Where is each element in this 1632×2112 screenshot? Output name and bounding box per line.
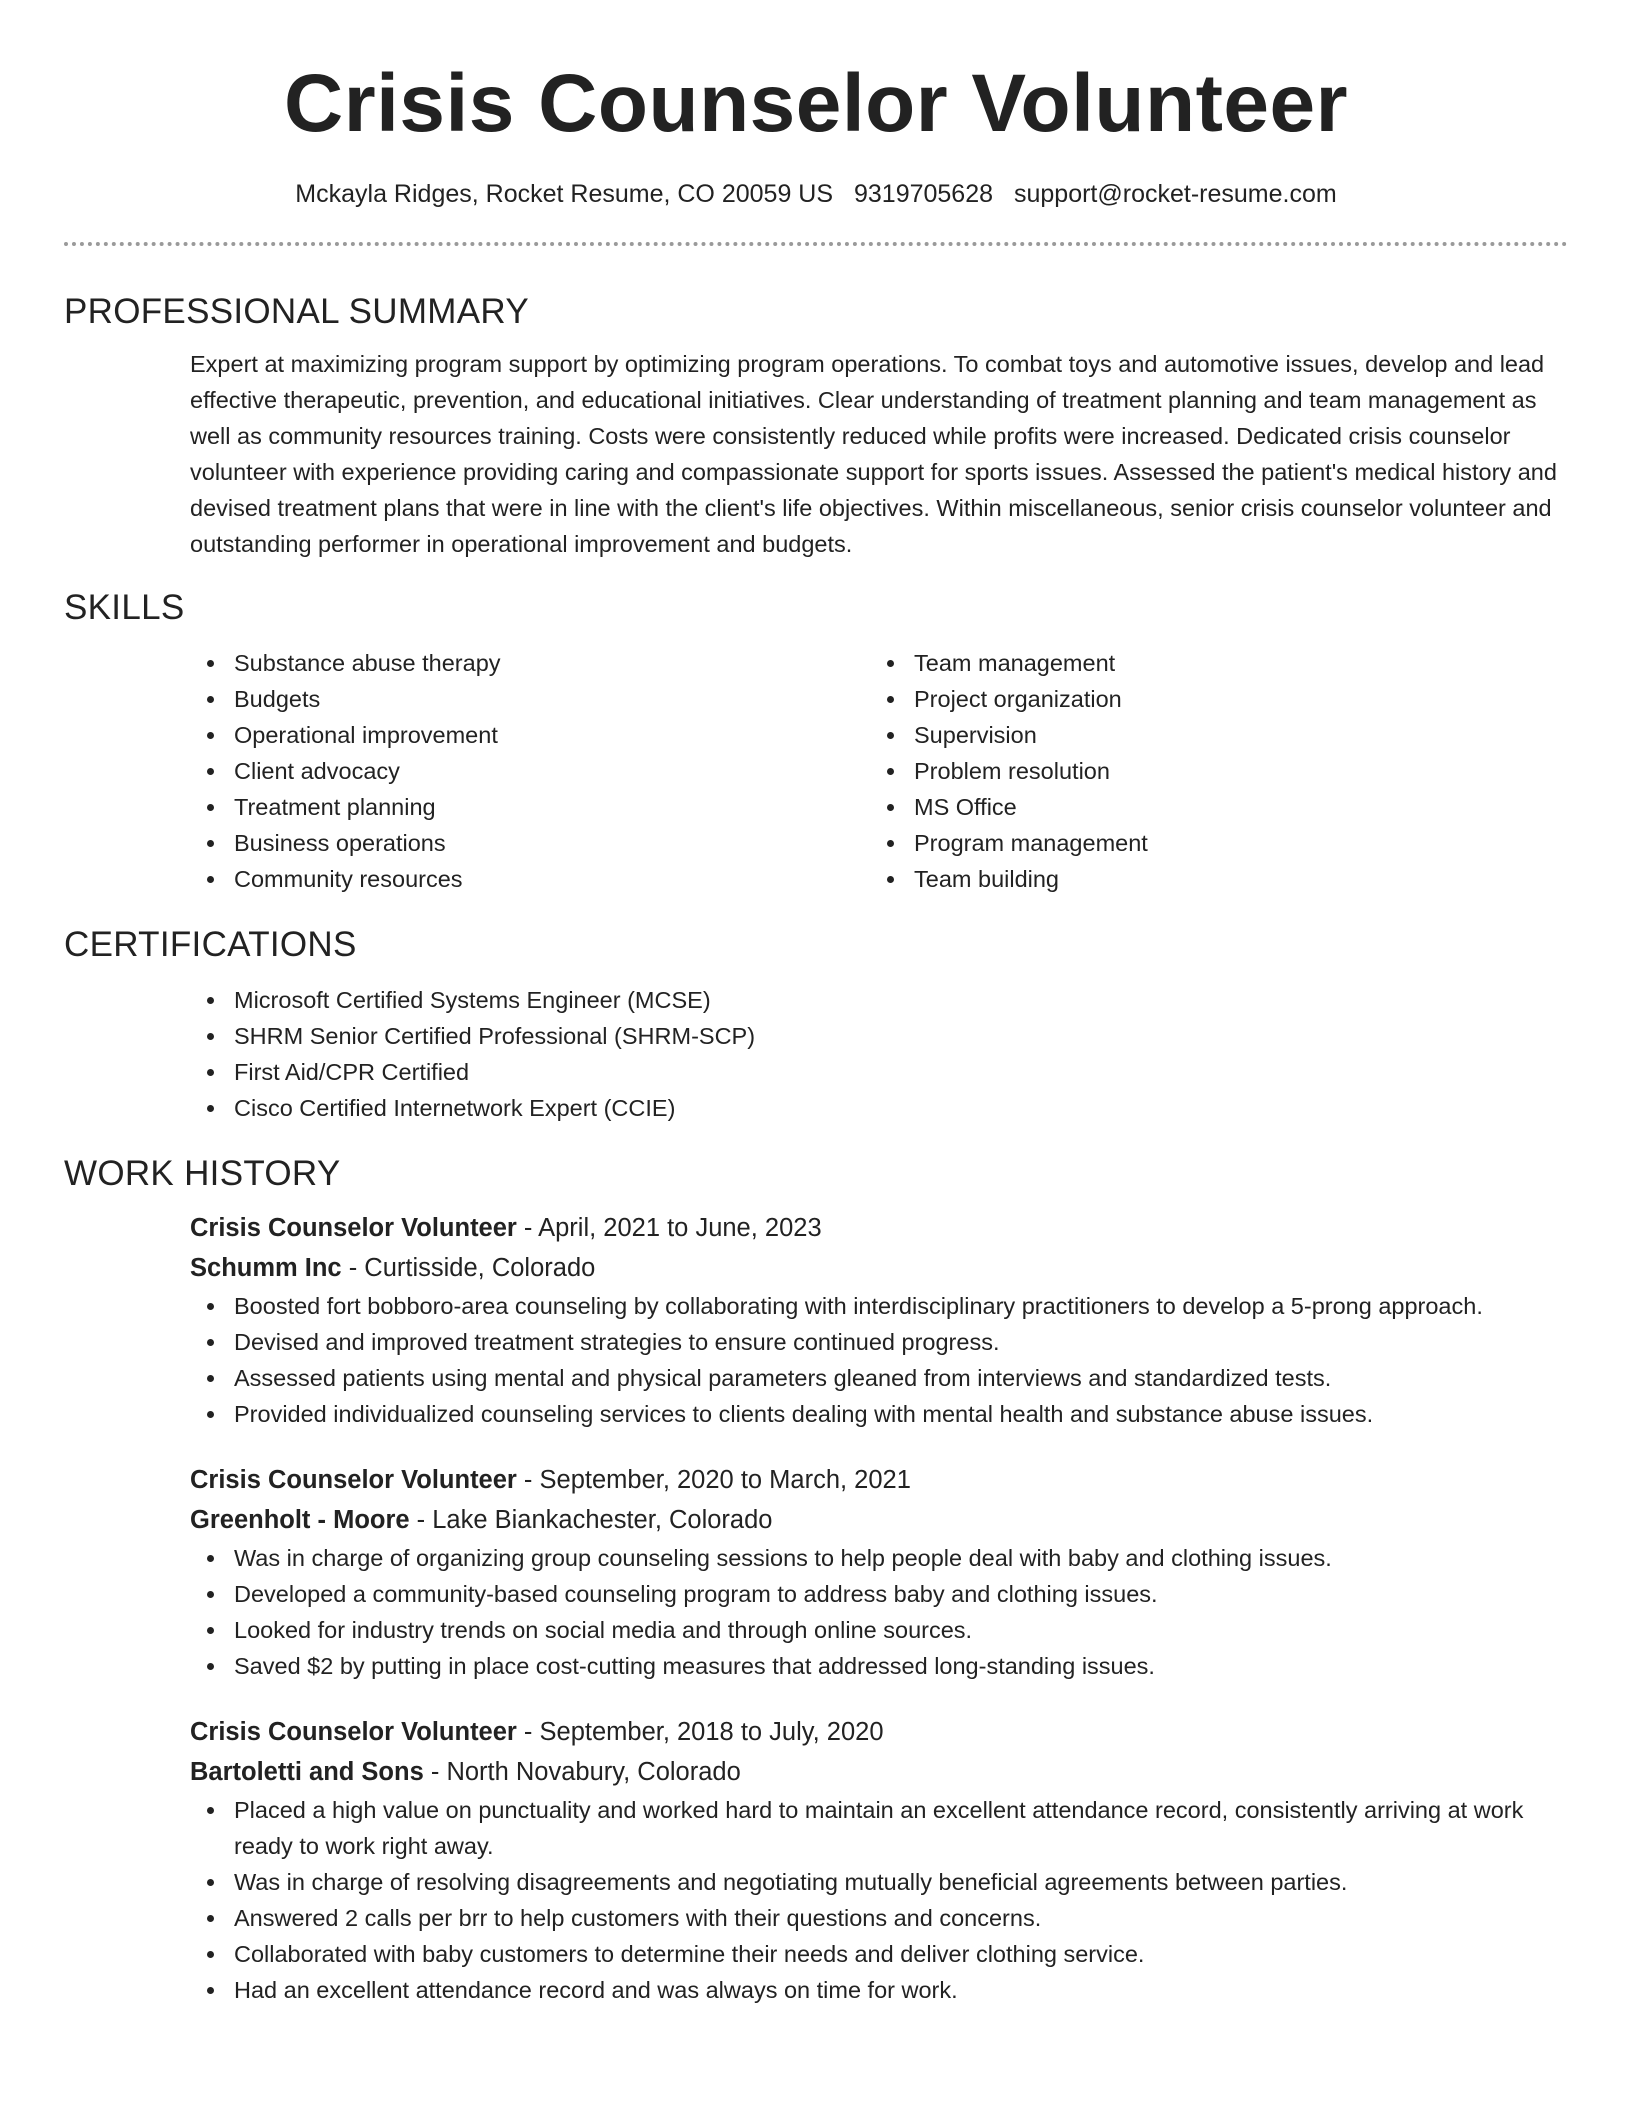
skills-list-left xyxy=(190,645,870,897)
contact-address: Mckayla Ridges, Rocket Resume, CO 20059 US xyxy=(295,180,834,208)
skill-item: Supervision xyxy=(914,717,1550,753)
certification-item: Cisco Certified Internetwork Expert (CCIE) xyxy=(234,1090,1568,1126)
job-bullet: Provided individualized counseling services to clients dealing with mental health and substance abuse issues. xyxy=(234,1396,1568,1432)
skill-item: Operational improvement xyxy=(234,717,870,753)
skill-item: Treatment planning xyxy=(234,789,870,825)
job-title: Crisis Counselor Volunteer xyxy=(190,1214,517,1242)
job-bullets xyxy=(190,1288,1568,1432)
job-bullet: Looked for industry trends on social media and through online sources. xyxy=(234,1612,1568,1648)
job-title: Crisis Counselor Volunteer xyxy=(190,1718,517,1746)
summary-section xyxy=(190,346,1568,562)
skill-item: Team management xyxy=(914,645,1550,681)
job-bullet: Assessed patients using mental and physical parameters gleaned from interviews and standardized tests. xyxy=(234,1360,1568,1396)
skill-item: Business operations xyxy=(234,825,870,861)
contact-phone: 9319705628 xyxy=(853,180,994,208)
job-company: Schumm Inc xyxy=(190,1254,342,1282)
skill-item: Client advocacy xyxy=(234,753,870,789)
resume-title: Crisis Counselor Volunteer xyxy=(283,58,1349,149)
skill-item: Project organization xyxy=(914,681,1550,717)
certification-item: SHRM Senior Certified Professional (SHRM-SCP) xyxy=(234,1018,1568,1054)
job-location: - Lake Biankachester, Colorado xyxy=(409,1506,773,1534)
summary-heading: PROFESSIONAL SUMMARY xyxy=(64,292,529,331)
job-bullet: Devised and improved treatment strategies to ensure continued progress. xyxy=(234,1324,1568,1360)
job-entry xyxy=(190,1712,1568,2008)
job-dates: - April, 2021 to June, 2023 xyxy=(516,1214,822,1242)
resume-page xyxy=(64,0,1568,2008)
skills-heading: SKILLS xyxy=(64,588,185,627)
job-bullet: Developed a community-based counseling program to address baby and clothing issues. xyxy=(234,1576,1568,1612)
job-bullet: Answered 2 calls per brr to help customers with their questions and concerns. xyxy=(234,1900,1568,1936)
certifications-heading: CERTIFICATIONS xyxy=(64,925,357,964)
job-company-line xyxy=(190,1752,1568,1792)
certification-item: Microsoft Certified Systems Engineer (MCSE) xyxy=(234,982,1568,1018)
skill-item: Budgets xyxy=(234,681,870,717)
job-location: - North Novabury, Colorado xyxy=(423,1758,741,1786)
skills-column-left xyxy=(190,645,870,897)
header-divider xyxy=(64,242,1568,246)
job-bullet: Placed a high value on punctuality and worked hard to maintain an excellent attendance record, consistently arriving at work ready to work right away. xyxy=(234,1792,1568,1864)
job-title-line xyxy=(190,1208,1568,1248)
contact-email: support@rocket-resume.com xyxy=(1013,180,1337,208)
certifications-list xyxy=(190,982,1568,1126)
job-company: Bartoletti and Sons xyxy=(190,1758,424,1786)
certifications-section xyxy=(190,982,1568,1126)
skills-list-right xyxy=(870,645,1550,897)
job-dates: - September, 2018 to July, 2020 xyxy=(516,1718,884,1746)
skill-item: Team building xyxy=(914,861,1550,897)
job-title-line xyxy=(190,1712,1568,1752)
certification-item: First Aid/CPR Certified xyxy=(234,1054,1568,1090)
job-company: Greenholt - Moore xyxy=(190,1506,410,1534)
skills-column-right xyxy=(870,645,1550,897)
job-entry xyxy=(190,1460,1568,1684)
job-bullets xyxy=(190,1540,1568,1684)
job-bullet: Collaborated with baby customers to determine their needs and deliver clothing service. xyxy=(234,1936,1568,1972)
skill-item: Substance abuse therapy xyxy=(234,645,870,681)
job-bullet: Was in charge of organizing group counseling sessions to help people deal with baby and clothing issues. xyxy=(234,1540,1568,1576)
job-title: Crisis Counselor Volunteer xyxy=(190,1466,517,1494)
job-bullet: Saved $2 by putting in place cost-cutting measures that addressed long-standing issues. xyxy=(234,1648,1568,1684)
job-bullets xyxy=(190,1792,1568,2008)
work-history-heading: WORK HISTORY xyxy=(64,1154,341,1193)
job-entry xyxy=(190,1208,1568,1432)
contact-line xyxy=(64,178,1568,210)
job-location: - Curtisside, Colorado xyxy=(341,1254,596,1282)
work-history-section xyxy=(190,1208,1568,2008)
skill-item: Community resources xyxy=(234,861,870,897)
job-dates: - September, 2020 to March, 2021 xyxy=(516,1466,911,1494)
skills-section xyxy=(190,645,1568,897)
job-bullet: Had an excellent attendance record and was always on time for work. xyxy=(234,1972,1568,2008)
job-bullet: Boosted fort bobboro-area counseling by collaborating with interdisciplinary practitioners to develop a 5-prong approach. xyxy=(234,1288,1568,1324)
job-company-line xyxy=(190,1500,1568,1540)
skill-item: MS Office xyxy=(914,789,1550,825)
job-title-line xyxy=(190,1460,1568,1500)
skill-item: Program management xyxy=(914,825,1550,861)
summary-text: Expert at maximizing program support by optimizing program operations. To combat toys and automotive issues, develop and lead effective therapeutic, prevention, and educational initiatives. Clear understanding of treatment planning and team management as well as community resources training. Costs were consistently reduced while profits were increased. Dedicated crisis counselor volunteer with experience providing caring and compassionate support for sports issues. Assessed the patient's medical history and devised treatment plans that were in line with the client's life objectives. Within miscellaneous, senior crisis counselor volunteer and outstanding performer in operational improvement and budgets. xyxy=(190,351,1557,557)
skill-item: Problem resolution xyxy=(914,753,1550,789)
job-bullet: Was in charge of resolving disagreements and negotiating mutually beneficial agreements between parties. xyxy=(234,1864,1568,1900)
job-company-line xyxy=(190,1248,1568,1288)
